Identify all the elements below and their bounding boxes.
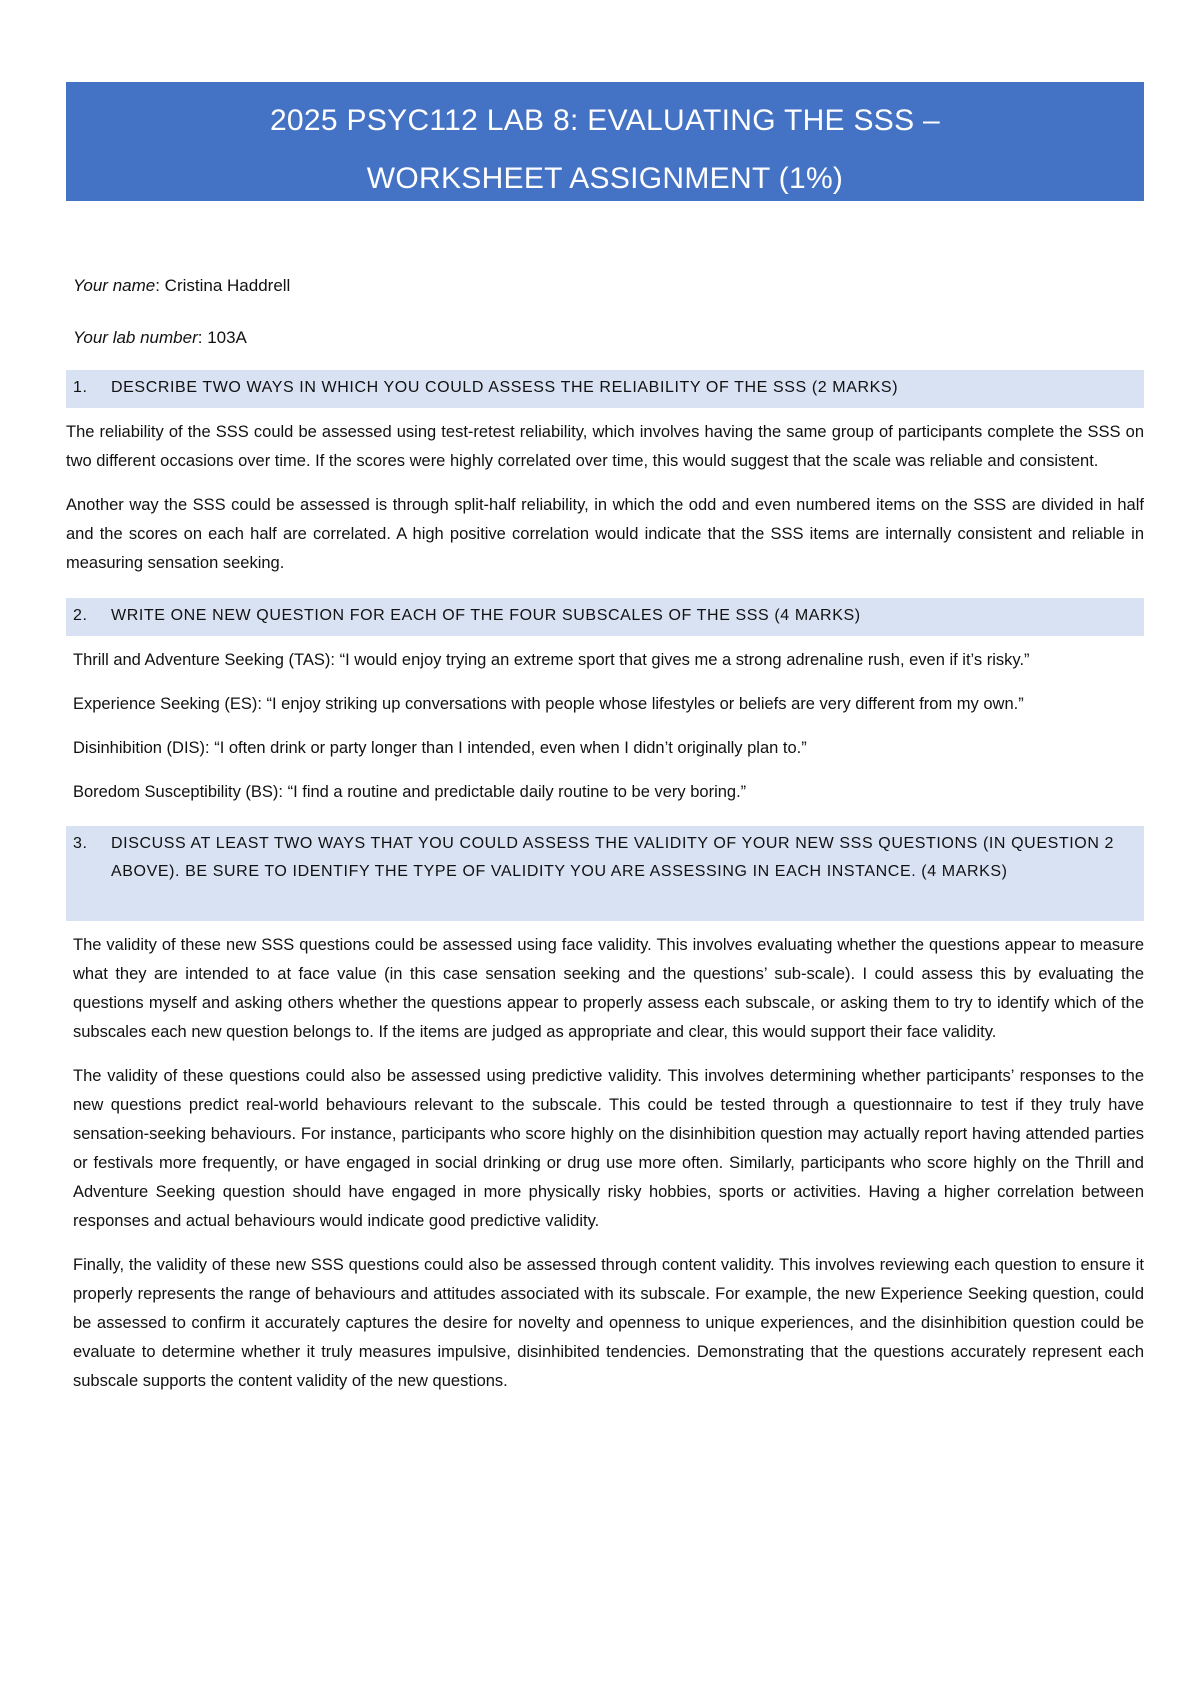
section-3-title: DISCUSS AT LEAST TWO WAYS THAT YOU COULD ASSESS THE VALIDITY OF YOUR NEW SSS QUESTIONS (IN QUESTION 2 ABOVE). BE SURE TO IDENTIFY THE TYPE OF VALIDITY YOU ARE ASSESSING IN EACH INSTANCE. (4 MARKS)	[111, 835, 1115, 880]
dis-question: Disinhibition (DIS): “I often drink or party longer than I intended, even when I didn’t originally plan to.”	[73, 739, 807, 757]
section-1-heading	[66, 370, 1144, 408]
section-2-body	[66, 646, 1144, 807]
section-1-paragraph-2: Another way the SSS could be assessed is through split-half reliability, in which the odd and even numbered items on the SSS are divided in half and the scores on each half are correlated. A high positive correlation would indicate that the SSS items are internally consistent and reliable in measuring sensation seeking.	[66, 496, 1144, 572]
es-question: Experience Seeking (ES): “I enjoy striking up conversations with people whose lifestyles or beliefs are very different from my own.”	[73, 695, 1024, 713]
tas-question: Thrill and Adventure Seeking (TAS): “I would enjoy trying an extreme sport that gives me a strong adrenaline rush, even if it’s risky.”	[73, 651, 1030, 669]
worksheet-page	[66, 82, 1144, 1396]
section-1-title: DESCRIBE TWO WAYS IN WHICH YOU COULD ASSESS THE RELIABILITY OF THE SSS (2 MARKS)	[111, 379, 899, 396]
bs-question: Boredom Susceptibility (BS): “I find a routine and predictable daily routine to be very boring.”	[73, 783, 747, 801]
content-validity-paragraph: Finally, the validity of these new SSS questions could also be assessed through content validity. This involves reviewing each question to ensure it properly represents the range of behaviours and attitudes associated with its subscale. For example, the new Experience Seeking question, could be assessed to confirm it accurately captures the desire for novelty and openness to unique experiences, and the disinhibition question could be evaluate to determine whether it truly measures impulsive, disinhibited tendencies. Demonstrating that the questions accurately represent each subscale supports the content validity of the new questions.	[73, 1256, 1144, 1390]
section-1-body	[66, 418, 1144, 578]
section-1-paragraph-1: The reliability of the SSS could be assessed using test-retest reliability, which involves having the same group of participants complete the SSS on two different occasions over time. If the scores were highly correlated over time, this would suggest that the scale was reliable and consistent.	[66, 423, 1144, 470]
face-validity-paragraph: The validity of these new SSS questions could be assessed using face validity. This involves evaluating whether the questions appear to measure what they are intended to at face value (in this case sensation seeking and the questions’ sub-scale). I could assess this by evaluating the questions myself and asking others whether the questions appear to properly assess each subscale, or asking them to try to identify which of the subscales each new question belongs to. If the items are judged as appropriate and clear, this would support their face validity.	[73, 936, 1144, 1041]
student-name-label: Your name	[73, 276, 156, 295]
lab-number-value: : 103A	[197, 328, 247, 347]
lab-number-row	[73, 325, 1144, 351]
student-details	[66, 273, 1144, 351]
section-2-title: WRITE ONE NEW QUESTION FOR EACH OF THE FOUR SUBSCALES OF THE SSS (4 MARKS)	[111, 607, 861, 624]
section-1-number: 1.	[73, 379, 88, 396]
lab-number-label: Your lab number	[73, 328, 198, 347]
student-name-value: : Cristina Haddrell	[155, 276, 291, 295]
section-2-number: 2.	[73, 607, 88, 624]
section-3-heading	[66, 826, 1144, 921]
title-line-1: 2025 PSYC112 LAB 8: EVALUATING THE SSS –	[269, 104, 941, 137]
predictive-validity-paragraph: The validity of these questions could also be assessed using predictive validity. This involves determining whether participants’ responses to the new questions predict real-world behaviours relevant to the subscale. This could be tested through a questionnaire to test if they truly have sensation-seeking behaviours. For instance, participants who score highly on the disinhibition question may actually report having attended parties or festivals more frequently, or have engaged in social drinking or drug use more often. Similarly, participants who score highly on the Thrill and Adventure Seeking question should have engaged in more physically risky hobbies, sports or activities. Having a higher correlation between responses and actual behaviours would indicate good predictive validity.	[73, 1067, 1144, 1230]
title-banner	[66, 82, 1144, 201]
section-2-heading	[66, 598, 1144, 636]
section-3-body	[66, 931, 1144, 1396]
title-line-2: WORKSHEET ASSIGNMENT (1%)	[366, 162, 844, 195]
student-name-row	[73, 273, 1144, 299]
section-3-number: 3.	[73, 835, 88, 852]
